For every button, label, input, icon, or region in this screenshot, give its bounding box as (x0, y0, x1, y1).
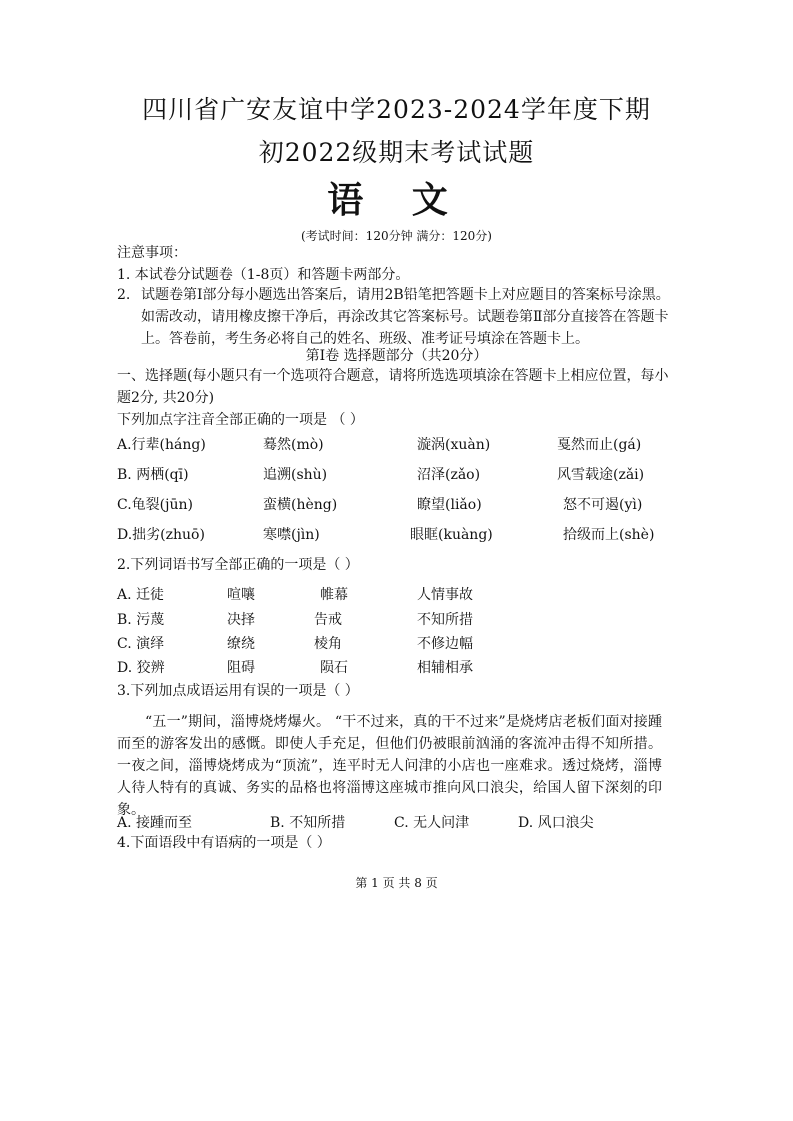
q2-row-b-4: 不知所措 (417, 612, 473, 628)
notes-item-2-text: 试题卷第Ⅰ部分每小题选出答案后，请用2B铅笔把答题卡上对应题目的答案标号涂黑。如需改动，请用橡皮擦干净后，再涂改其它答案标号。试题卷第Ⅱ部分直接答在答题卡上。答卷前，考生务必将自己的姓名、班级、准考证号填涂在答题卡上。 (141, 287, 670, 347)
q3-option-c: C. 无人问津 (394, 815, 470, 831)
q1-row-c-1: C.龟裂(jūn) (117, 497, 193, 513)
q1-row-d-4: 拾级而上(shè) (563, 527, 655, 543)
q2-row-c-4: 不修边幅 (417, 636, 473, 652)
q2-row-a-3: 帷幕 (320, 587, 348, 603)
notes-heading: 注意事项： (117, 245, 187, 261)
exam-info: (考试时间：120分钟 满分：120分) (301, 229, 492, 243)
q1-row-b-1: B. 两栖(qī) (117, 467, 189, 483)
q1-row-c-3: 瞭望(liǎo) (417, 497, 482, 513)
q3-option-b: B. 不知所措 (270, 815, 346, 831)
q1-row-b-4: 风雪载途(zǎi) (557, 467, 645, 483)
q1-row-b-2: 追溯(shù) (263, 467, 328, 483)
notes-item-2-number: 2. (117, 287, 131, 303)
q2-row-d-2: 阻碍 (227, 660, 255, 676)
q1-row-c-4: 怒不可遏(yì) (563, 497, 643, 513)
q2-row-b-3: 告戒 (314, 612, 342, 628)
q2-row-a-4: 人情事故 (417, 587, 473, 603)
q2-row-a-1: A. 迁徒 (117, 587, 165, 603)
page-footer: 第 1 页 共 8 页 (355, 876, 438, 890)
q3-stem: 3.下列加点成语运用有误的一项是（ ） (117, 683, 359, 699)
q2-row-c-1: C. 演绎 (117, 636, 165, 652)
q4-stem: 4.下面语段中有语病的一项是（ ） (117, 835, 331, 851)
q1-row-a-1: A.行辈(háng) (117, 437, 206, 453)
q3-option-d: D. 风口浪尖 (518, 815, 594, 831)
q1-row-a-3: 漩涡(xuàn) (417, 437, 491, 453)
q1-row-a-2: 蓦然(mò) (263, 437, 324, 453)
q2-row-d-4: 相辅相承 (417, 660, 473, 676)
q2-row-a-2: 喧嚷 (227, 587, 255, 603)
q1-stem: 下列加点字注音全部正确的一项是 （ ） (117, 412, 364, 428)
q1-row-d-1: D.拙劣(zhuō) (117, 527, 205, 543)
q1-row-b-3: 沼泽(zǎo) (417, 467, 481, 483)
q2-row-b-1: B. 污蔑 (117, 612, 165, 628)
q1-row-c-2: 蛮横(hèng) (263, 497, 338, 513)
q3-passage: “五一”期间，淄博烧烤爆火。 “干不过来，真的干不过来”是烧烤店老板们面对接踵而至的游客发出的感慨。即使人手充足，但他们仍被眼前汹涌的客流冲击得不知所措。一夜之间，淄博烧烤成为“顶流”，连平时无人问津的小店也一座难求。透过烧烤，淄博人待人特有的真诚、务实的品格也将淄博这座城市推向风口浪尖，给国人留下深刻的印象。 (117, 714, 662, 818)
section-intro: 一、选择题(每小题只有一个选项符合题意，请将所选选项填涂在答题卡上相应位置，每小题2分, 共20分) (117, 368, 669, 406)
notes-item-1: 1. 本试卷分试题卷（1-8页）和答题卡两部分。 (117, 267, 410, 283)
q1-row-a-4: 戛然而止(gá) (557, 437, 642, 453)
notes-item-2 (117, 284, 677, 350)
q2-stem: 2.下列词语书写全部正确的一项是（ ） (117, 557, 359, 573)
exam-title-line1: 四川省广安友谊中学2023-2024学年度下期 (142, 95, 651, 124)
q2-row-d-3: 陨石 (320, 660, 348, 676)
subject-title: 语 文 (327, 179, 466, 221)
q2-row-b-2: 决择 (227, 612, 255, 628)
q1-row-d-3: 眼眶(kuàng) (410, 527, 493, 543)
q1-row-d-2: 寒噤(jìn) (263, 527, 320, 543)
exam-title-line2: 初2022级期末考试试题 (258, 138, 535, 167)
q3-option-a: A. 接踵而至 (117, 815, 193, 831)
q2-row-d-1: D. 狡辨 (117, 660, 165, 676)
part1-heading: 第Ⅰ卷 选择题部分（共20分） (305, 348, 488, 364)
q2-row-c-2: 缭绕 (227, 636, 255, 652)
q2-row-c-3: 棱角 (314, 636, 342, 652)
